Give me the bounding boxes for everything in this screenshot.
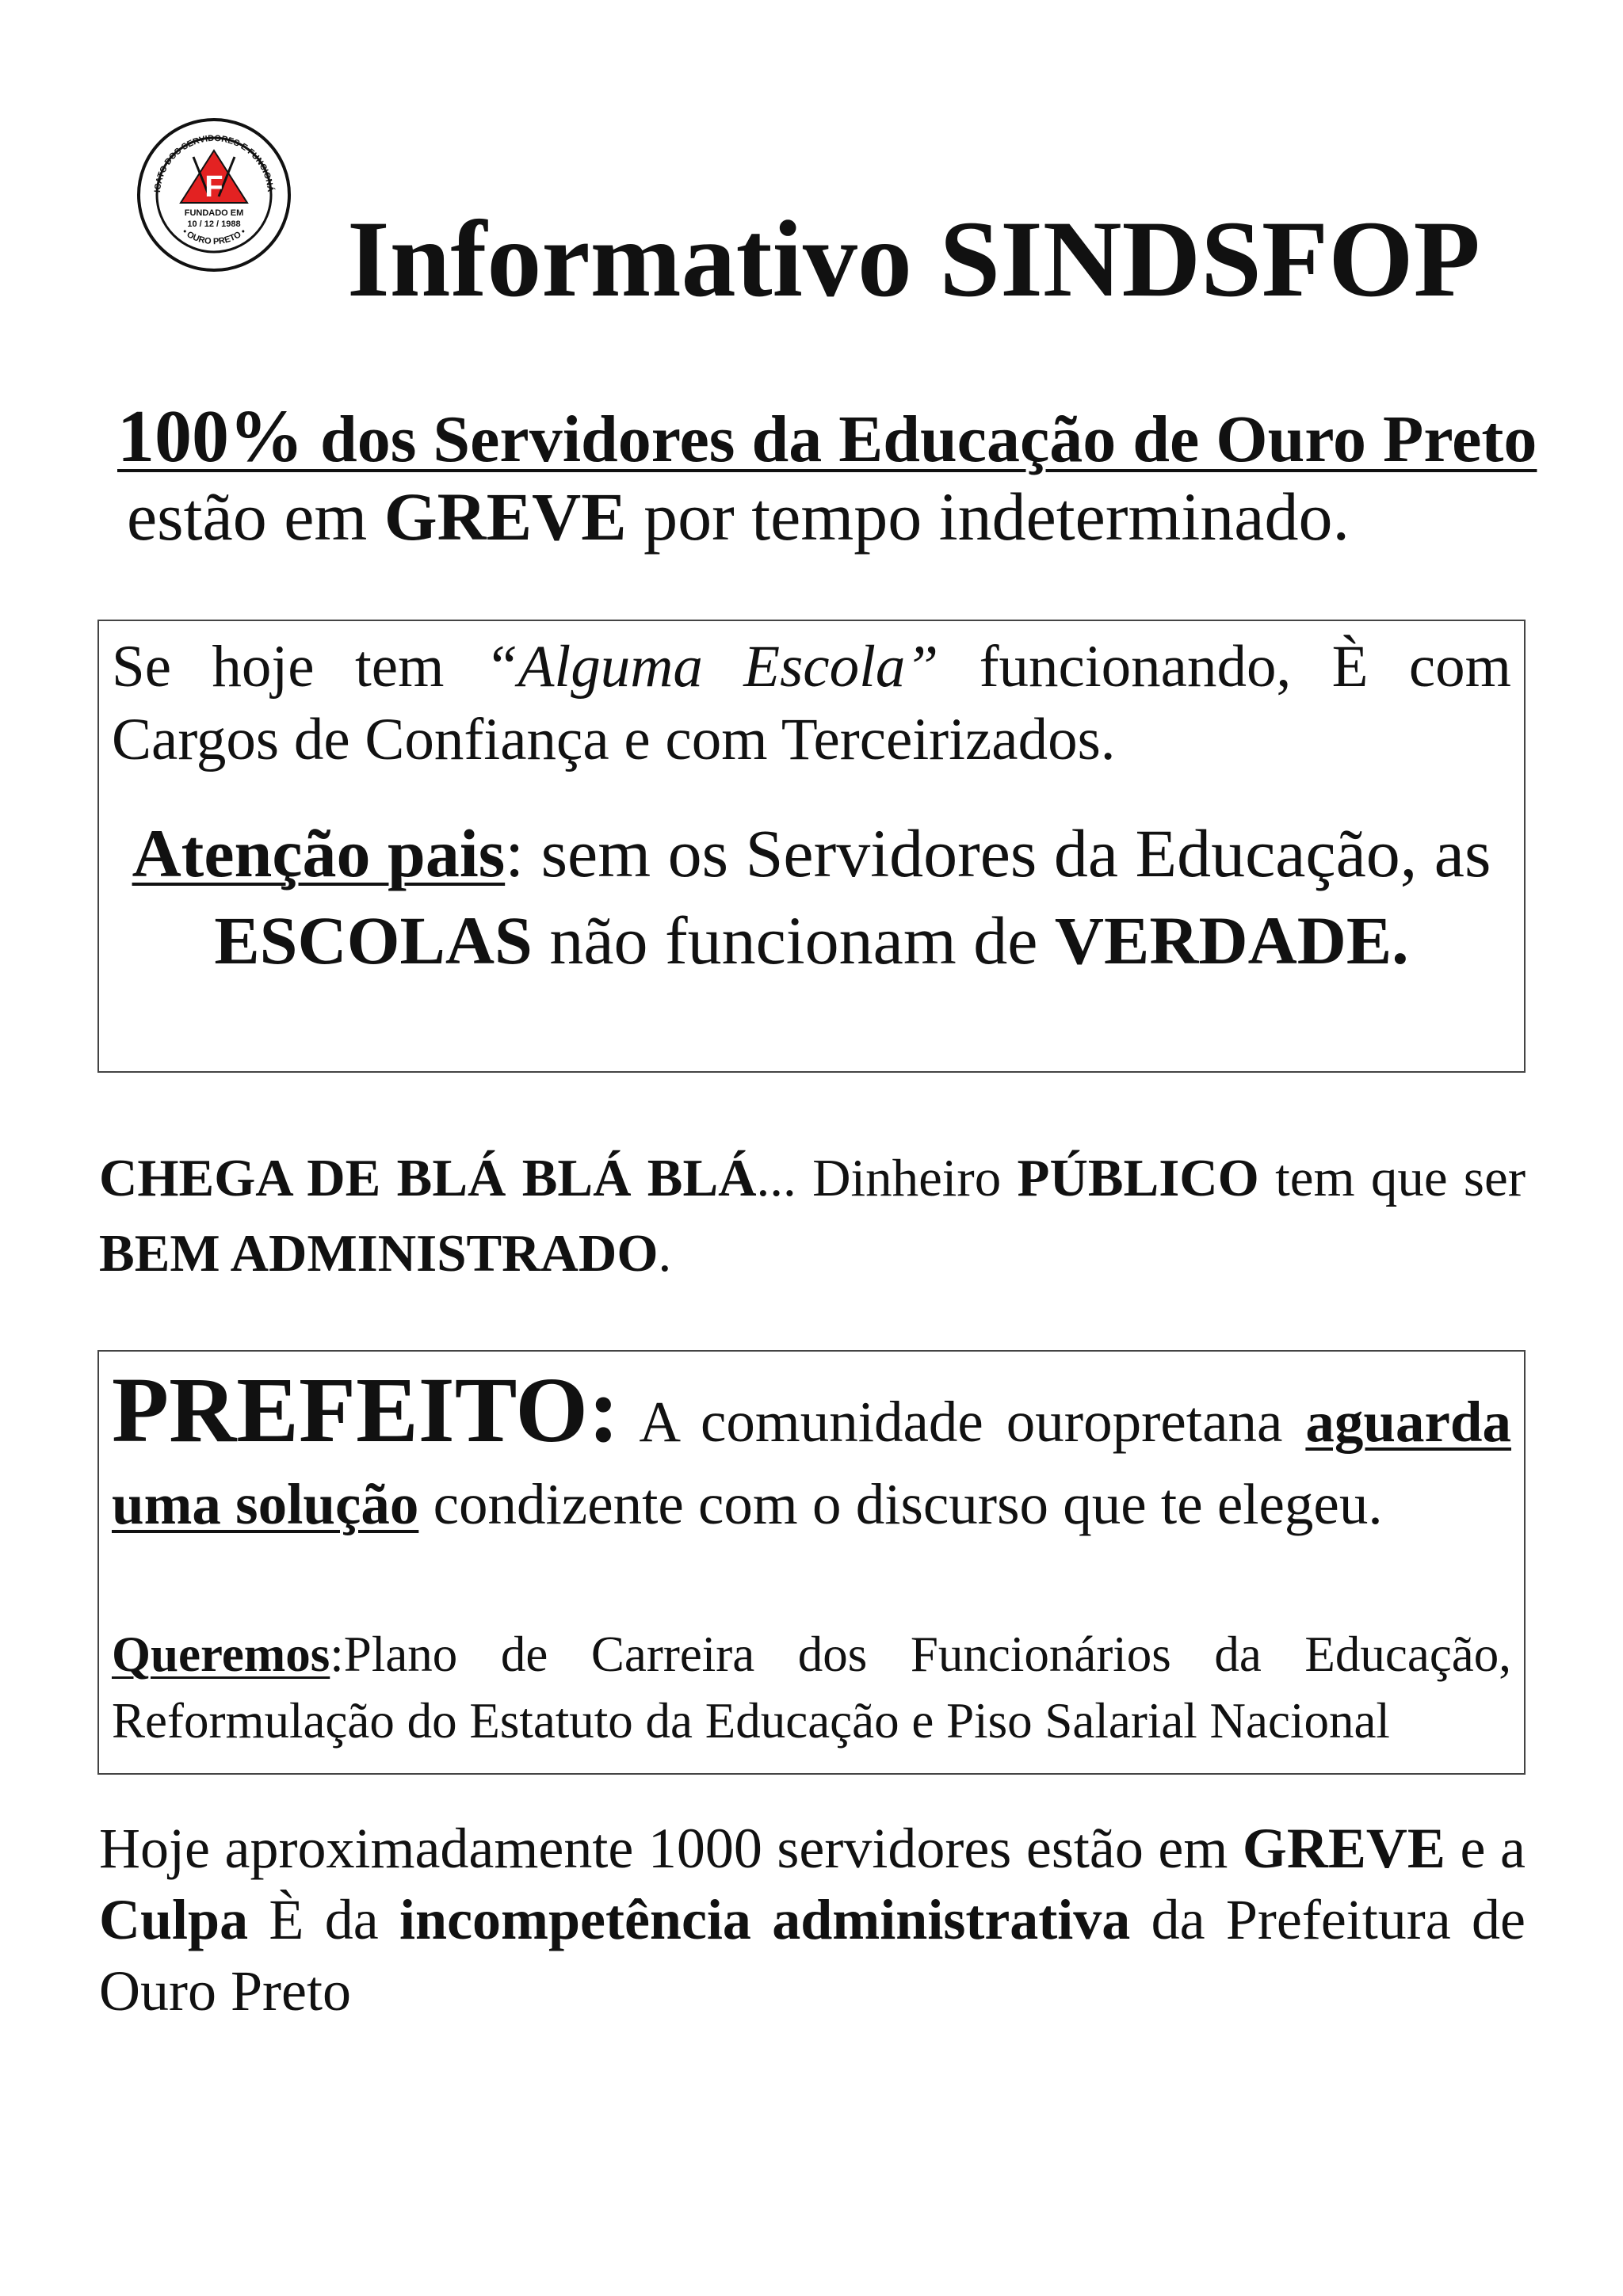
statement-f: . (658, 1224, 672, 1283)
box1-p2-a: : sem os Servidores da Educação, as (505, 815, 1491, 891)
box2-p1-underlined: aguarda uma solução (112, 1390, 1511, 1536)
headline-line-2 (127, 479, 1553, 555)
final-f: incompetência administrativa (399, 1888, 1131, 1951)
box1-p2-schools: ESCOLAS (214, 902, 533, 978)
box1-paragraph-1 (112, 631, 1511, 776)
box1-attention-label: Atenção pais (132, 815, 506, 891)
box1-p1-b: funcionando, È com Cargos de Confiança e com Terceirizados. (112, 634, 1511, 772)
headline-line-1 (117, 396, 1544, 478)
box1-p1-a: Se hoje tem (112, 634, 485, 700)
svg-text:FUNDADO EM: FUNDADO EM (184, 208, 244, 218)
notice-box-mayor (97, 1350, 1526, 1775)
sindsfop-logo (136, 117, 292, 273)
svg-text:F: F (204, 170, 223, 204)
final-d: Culpa (99, 1888, 249, 1951)
svg-text:SINDICATO DOS SERVIDORES E FUN: ICATO DOS SERVIDORES E FUNCIONÁ (153, 133, 275, 193)
statement-paragraph (99, 1141, 1526, 1291)
statement-c: PÚBLICO (1017, 1149, 1259, 1207)
box2-mayor-label: PREFEITO: (112, 1358, 620, 1462)
statement-a: CHEGA DE BLÁ BLÁ BLÁ (99, 1149, 757, 1207)
notice-box-schools (97, 620, 1526, 1073)
final-e: È da (248, 1888, 400, 1951)
box2-demands-text: :Plano de Carreira dos Funcionários da Educação, Reformulação do Estatuto da Educação e Piso Salarial Nacional (112, 1627, 1511, 1749)
box1-p2-c: não funcionam de (532, 902, 1055, 978)
final-b: GREVE (1242, 1817, 1445, 1880)
final-g: da Prefeitura de Ouro Preto (99, 1888, 1526, 2023)
statement-e: BEM ADMINISTRADO (99, 1224, 659, 1283)
page-title: Informativo SINDSFOP (347, 198, 1480, 319)
box1-p1-quote: “Alguma Escola” (484, 634, 939, 700)
closing-paragraph (99, 1813, 1526, 2027)
svg-text:• OURO PRETO •: • OURO PRETO • (180, 227, 248, 247)
box2-paragraph-2 (112, 1621, 1511, 1754)
headline-line-1-text: dos Servidores da Educação de Ouro Preto (304, 402, 1537, 476)
box1-paragraph-2 (112, 810, 1511, 984)
box2-paragraph-1 (112, 1358, 1511, 1546)
box2-p1-a: A comunidade ouropretana (619, 1390, 1306, 1454)
final-a: Hoje aproximadamente 1000 servidores estão em (99, 1817, 1243, 1880)
statement-d: tem que ser (1258, 1149, 1526, 1207)
headline-strike-word: GREVE (384, 479, 627, 555)
box2-p1-b: condizente com o discurso que te elegeu. (418, 1472, 1383, 1536)
svg-text:10 / 12 / 1988: 10 / 12 / 1988 (187, 219, 241, 229)
headline-line-2-c: por tempo indeterminado. (626, 479, 1350, 555)
headline-line-2-a: estão em (127, 479, 384, 555)
box2-demands-label: Queremos (112, 1627, 330, 1682)
box1-p2-truth: VERDADE. (1054, 902, 1409, 978)
final-c: e a (1445, 1817, 1526, 1880)
headline-percent: 100% (117, 395, 304, 478)
statement-b: ... Dinheiro (756, 1149, 1018, 1207)
